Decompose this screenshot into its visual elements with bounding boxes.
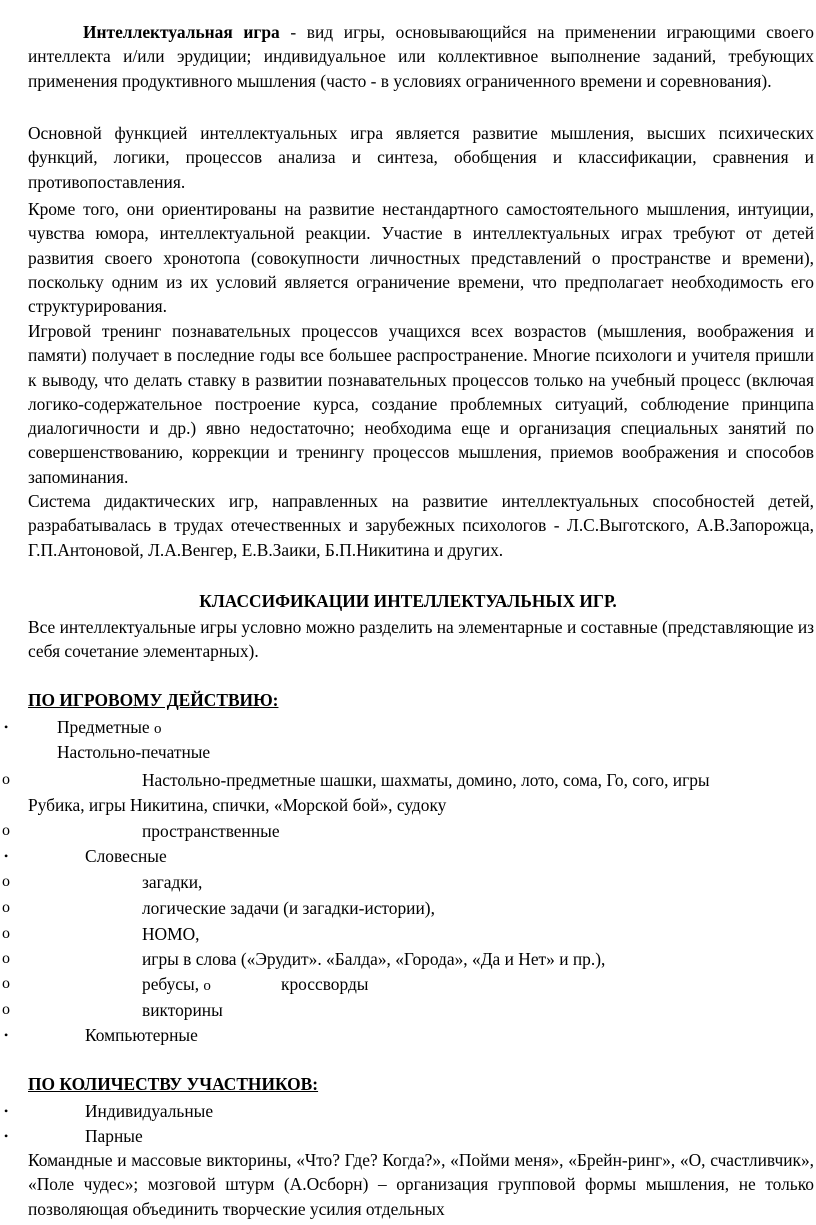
circle-marker: o: [2, 925, 10, 942]
intro-paragraph: [28, 20, 814, 93]
list-item-nomo: НОМО,: [142, 924, 200, 944]
training-paragraph: Игровой тренинг познавательных процессов учащихся всех возрастов (мышления, воображения и памяти) получает в последние годы все большее распространение. Многие психологи и учителя пришли к выводу, что делать ставку в развитии познавательных процессов только на учебный процесс (включая логико-содержательное построение курса, создание проблемных ситуаций, соблюдение принципа диалогичности и др.) явно недостаточно; необходима еще и организация специальных занятий по совершенствованию, коррекции и тренингу процессов мышления, приемов воображения и способов запоминания.: [28, 321, 814, 487]
list-item-prostranstvennye: пространственные: [142, 821, 280, 841]
list-item-nastolno-pechatnye: Настольно-печатные: [57, 742, 211, 762]
circle-marker: o: [2, 950, 10, 967]
circle-marker: o: [154, 721, 162, 737]
bullet-marker: •: [4, 1129, 9, 1143]
bullet-marker: •: [4, 1104, 9, 1118]
circle-marker: o: [2, 975, 10, 992]
list-item-nastolno-predmetnye-cont: Рубика, игры Никитина, спички, «Морской бой», судоку: [28, 795, 447, 815]
intro-term: Интеллектуальная игра: [83, 22, 280, 42]
list-item-zagadki: загадки,: [142, 872, 203, 892]
didactic-paragraph: Система дидактических игр, направленных на развитие интеллектуальных способностей детей, разрабатывалась в трудах отечественных и зарубежных психологов - Л.С.Выготского, А.В.Запорожца, Г.П.Антоновой, Л.А.Венгер, Е.В.Заики, Б.П.Никитина и других.: [28, 491, 814, 560]
list-item-slovesnye: Словесные: [85, 846, 167, 866]
function-paragraph: Основной функцией интеллектуальных игра является развитие мышления, высших психических функций, логики, процессов анализа и синтеза, обобщения и классификации, сравнения и противопоставления.: [28, 123, 814, 192]
list-item-individual: Индивидуальные: [85, 1101, 214, 1121]
list-item-krossvordy: кроссворды: [281, 974, 369, 994]
circle-marker: o: [2, 1001, 10, 1018]
orientation-paragraph: Кроме того, они ориентированы на развитие нестандартного самостоятельного мышления, интуиции, чувства юмора, интеллектуальной реакции. Участие в интеллектуальных играх требуют от детей развития своего хронотопа (совокупности личностных представлений о пространстве и времени), поскольку одним из их условий является ограничение времени, что предполагает необходимость его структурирования.: [28, 199, 814, 317]
list-item-predmetnye: [57, 715, 162, 741]
list-item-pair: Парные: [85, 1126, 143, 1146]
list-item-viktoriny: викторины: [142, 1000, 223, 1020]
intro-definition: - вид игры, основывающийся на применении играющими своего интеллекта и/или эрудиции; индивидуальное или коллективное выполнение заданий, требующих применения продуктивного мышления (часто - в условиях ограниченного времени и соревнования).: [28, 22, 814, 91]
list-item-nastolno-predmetnye: Настольно-предметные шашки, шахматы, домино, лото, сома, Го, сого, игры: [142, 770, 710, 790]
classification-title: КЛАССИФИКАЦИИ ИНТЕЛЛЕКТУАЛЬНЫХ ИГР.: [199, 591, 617, 611]
circle-marker: o: [2, 899, 10, 916]
bullet-marker: •: [4, 720, 9, 734]
list-item-igry-v-slova: игры в слова («Эрудит». «Балда», «Города», «Да и Нет» и пр.),: [142, 949, 606, 969]
by-action-title: ПО ИГРОВОМУ ДЕЙСТВИЮ:: [28, 690, 279, 710]
circle-marker: o: [2, 771, 10, 788]
circle-marker: o: [2, 873, 10, 890]
circle-marker: o: [203, 978, 211, 994]
classification-text: Все интеллектуальные игры условно можно разделить на элементарные и составные (представляющие из себя сочетание элементарных).: [28, 617, 814, 662]
list-item-logicheskie: логические задачи (и загадки-истории),: [142, 898, 435, 918]
list-item-rebusy: [142, 972, 211, 998]
bullet-marker: •: [4, 1028, 9, 1042]
by-participants-title: ПО КОЛИЧЕСТВУ УЧАСТНИКОВ:: [28, 1074, 319, 1094]
circle-marker: o: [2, 822, 10, 839]
list-item-label: Предметные: [57, 717, 150, 737]
list-item-label: ребусы,: [142, 974, 200, 994]
bullet-marker: •: [4, 849, 9, 863]
team-paragraph: Командные и массовые викторины, «Что? Где? Когда?», «Пойми меня», «Брейн-ринг», «О, счастливчик», «Поле чудес»; мозговой штурм (А.Осборн) – организация групповой формы мышления, не только позволяющая объединить творческие усилия отдельных: [28, 1150, 814, 1219]
list-item-kompyuternye: Компьютерные: [85, 1025, 198, 1045]
